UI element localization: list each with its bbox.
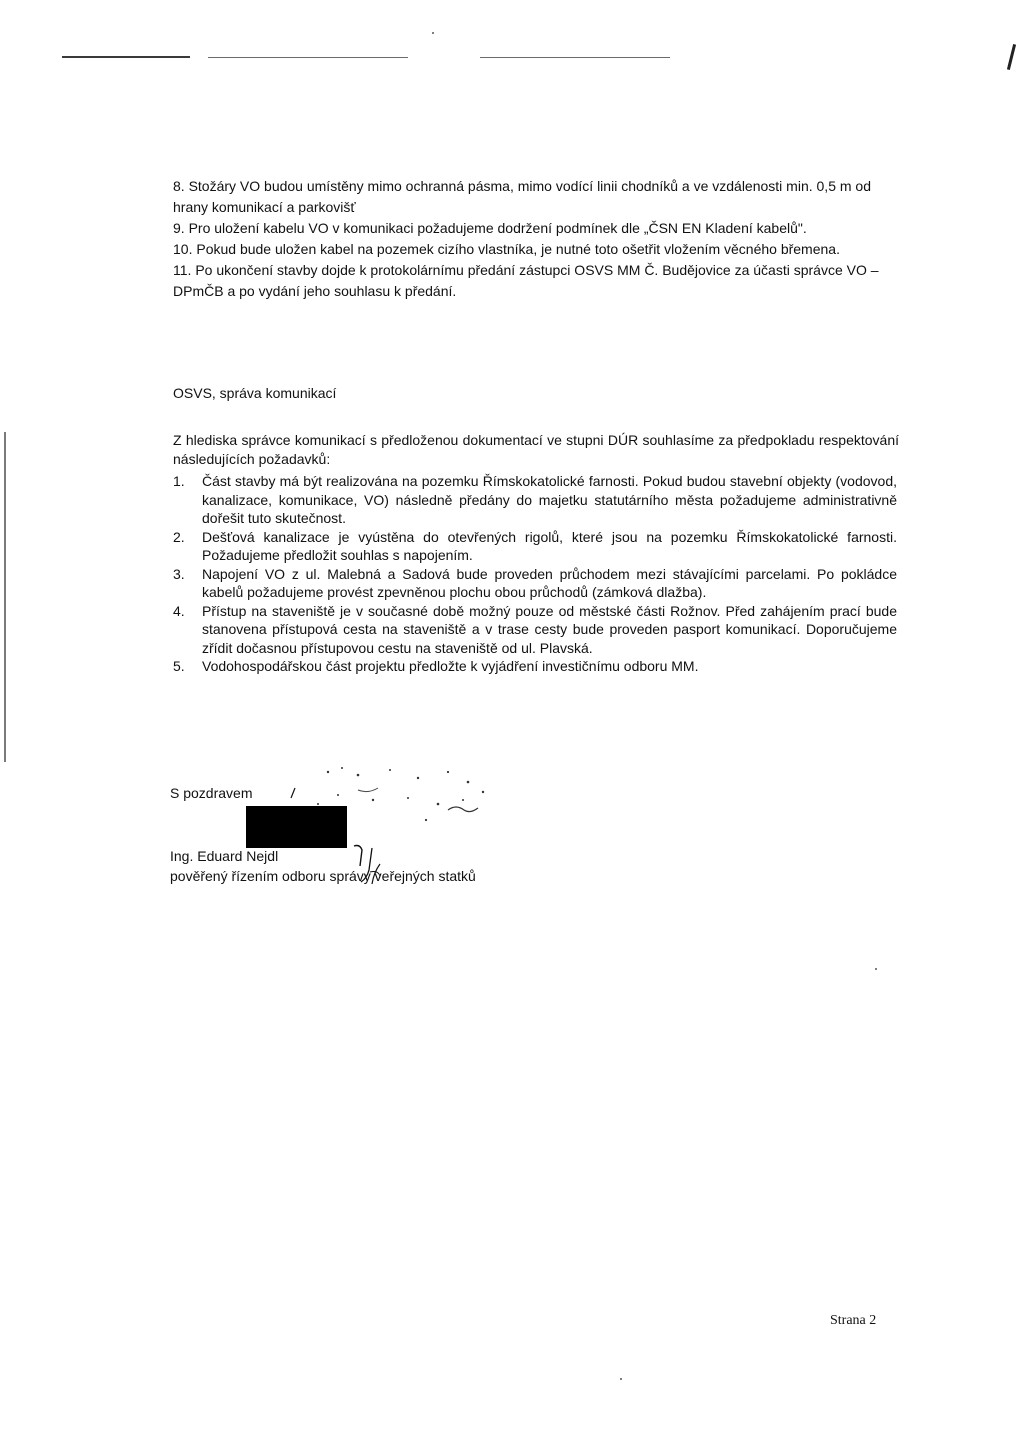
list-item: 9. Pro uložení kabelu VO v komunikaci požadujeme dodržení podmínek dle „ČSN EN Kladení kabelů".	[173, 220, 807, 236]
list-item: 8. Stožáry VO budou umístěny mimo ochranná pásma, mimo vodící linii chodníků a ve vzdálenosti min. 0,5 m od hrany komunikací a parkovišť	[173, 178, 871, 215]
list-item	[173, 657, 897, 676]
signature-block	[170, 760, 590, 900]
requirements-list	[173, 472, 897, 676]
signer-role: pověřený řízením odboru správy veřejných statků	[170, 868, 476, 884]
page-number: Strana 2	[830, 1313, 877, 1328]
list-item-number: 5.	[173, 658, 185, 674]
list-item-text: Část stavby má být realizována na pozemku Římskokatolické farnosti. Pokud budou stavební objekty (vodovod, kanalizace, komunikace, VO) následně předány do majetku statutárního města požadujeme administrativně dořešit tuto skutečnost.	[202, 473, 897, 526]
list-item	[173, 472, 897, 528]
list-item-text: Vodohospodářskou část projektu předložte k vyjádření investičnímu odboru MM.	[202, 658, 699, 674]
list-item-number: 4.	[173, 602, 185, 619]
section-heading: OSVS, správa komunikací	[173, 385, 337, 401]
previous-section-list	[173, 176, 899, 302]
list-item-number: 2.	[173, 528, 185, 545]
scan-artifact-line	[480, 57, 670, 58]
list-item	[173, 528, 897, 565]
scan-artifact-margin	[4, 432, 6, 762]
scan-artifact-mark	[1007, 44, 1016, 70]
list-item	[173, 565, 897, 602]
intro-paragraph: Z hlediska správce komunikací s předloženou dokumentací ve stupni DÚR souhlasíme za předpokladu respektování následujících požadavků:	[173, 432, 899, 467]
closing-greeting: S pozdravem	[170, 785, 253, 801]
scan-artifact-line	[62, 56, 190, 58]
scan-speck	[432, 32, 434, 34]
list-item-text: Napojení VO z ul. Malebná a Sadová bude proveden průchodem mezi stávajícími parcelami. Po pokládce kabelů požadujeme provést zpevněnou plochu obou průchodů (zámková dlažba).	[202, 565, 897, 600]
scan-artifact-line	[208, 57, 408, 58]
list-item-text: Přístup na staveniště je v současné době možný pouze od městské části Rožnov. Před zahájením prací bude stanovena přístupová cesta na staveniště a v trase cesty bude proveden pasport komunikací. Doporučujeme zřídit dočasnou přístupovou cestu na staveniště od ul. Plavská.	[202, 602, 897, 656]
scan-speck	[875, 968, 877, 970]
list-item: 11. Po ukončení stavby dojde k protokolárnímu předání zástupci OSVS MM Č. Budějovice za účasti správce VO – DPmČB a po vydání jeho souhlasu k předání.	[173, 262, 879, 299]
scan-speck	[620, 1378, 622, 1380]
section-intro	[173, 431, 899, 469]
list-item	[173, 602, 897, 658]
list-item: 10. Pokud bude uložen kabel na pozemek cizího vlastníka, je nutné toto ošetřit vložením věcného břemena.	[173, 241, 840, 257]
signer-name: Ing. Eduard Nejdl	[170, 848, 279, 864]
list-item-number: 1.	[173, 473, 185, 489]
list-item-text: Dešťová kanalizace je vyústěna do otevřených rigolů, které jsou na pozemku Římskokatolické farnosti. Požadujeme předložit souhlas s napojením.	[202, 528, 897, 563]
list-item-number: 3.	[173, 565, 185, 582]
